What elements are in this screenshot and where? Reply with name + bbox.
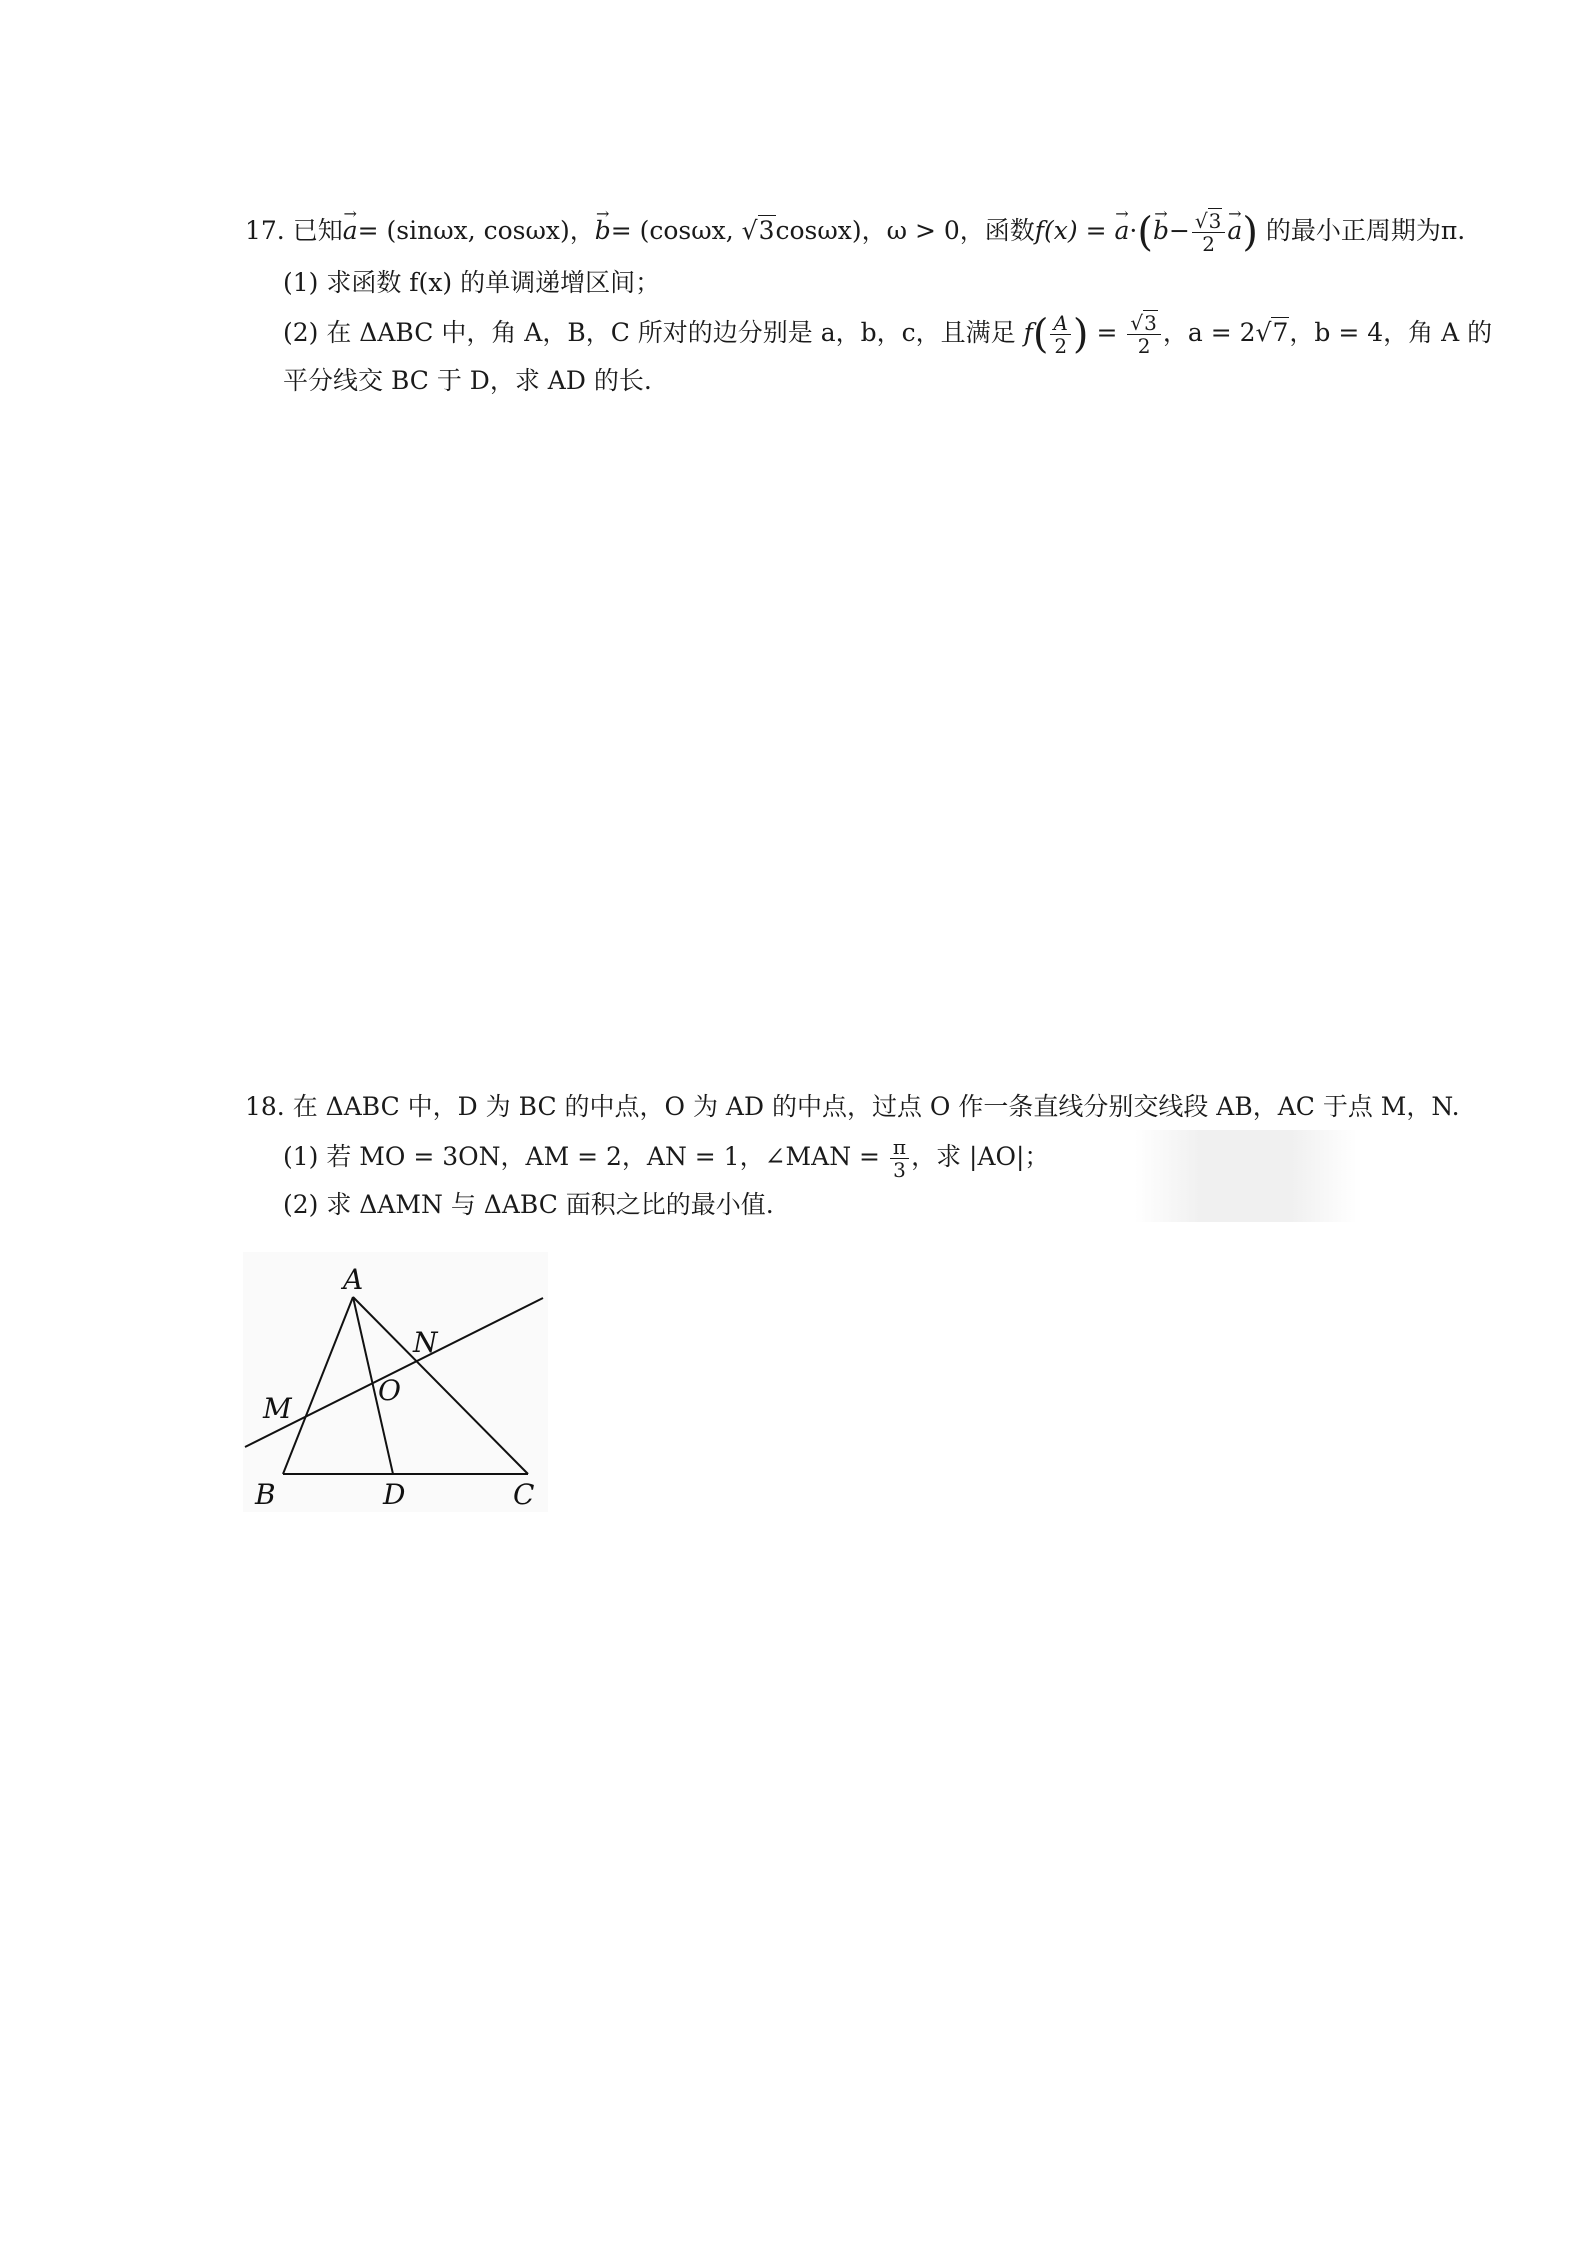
q17-part1: (1) 求函数 f(x) 的单调递增区间； xyxy=(283,268,661,297)
equals-sign-2: = xyxy=(1096,318,1118,347)
q18-part2: (2) 求 ΔAMN 与 ΔABC 面积之比的最小值. xyxy=(283,1190,774,1219)
q17-intro: 已知 xyxy=(292,216,343,245)
q17-tail: 的最小正周期为π. xyxy=(1265,216,1466,245)
equals-sign: = xyxy=(1085,216,1107,245)
q18-stem: 18. 在 ΔABC 中，D 为 BC 的中点，O 为 AD 的中点，过点 O 作一条直线分别交线段 AB，AC 于点 M，N. xyxy=(245,1092,1460,1121)
sqrt-7: 7 xyxy=(1272,318,1289,347)
vector-b-def-a: = (cosωx, xyxy=(610,216,742,245)
label-n: N xyxy=(413,1326,438,1359)
q17-number: 17. xyxy=(245,216,285,245)
vector-a: → a xyxy=(343,212,358,250)
fraction-sqrt3-over-2-b: $\frac{√3}{2}$ xyxy=(1127,312,1160,357)
fraction-a-over-2: $\frac{A}{2}$ xyxy=(1050,312,1070,357)
label-d: D xyxy=(383,1478,406,1511)
side-b-value: ，b = 4，角 A 的 xyxy=(1289,318,1493,347)
label-o: O xyxy=(378,1374,401,1407)
q18-part1 xyxy=(283,1136,1049,1181)
vector-b: → b xyxy=(595,212,611,250)
q17-part2-text: (2) 在 ΔABC 中，角 A，B，C 所对的边分别是 a，b，c，且满足 xyxy=(283,318,1016,347)
q17-stem: 17. 已知→ a= (sinωx, cosωx)，→ b= (cosωx, √3cosωx)，ω > 0，函数f(x) = → a·(→ b− $\frac{√3}{2}$ → a) 的最小正周期为π. xyxy=(245,210,1465,255)
vector-b-2: → b xyxy=(1153,212,1169,250)
vector-a-def: = (sinωx, cosωx)， xyxy=(357,216,595,245)
q17-part2: (2) 在 ΔABC 中，角 A，B，C 所对的边分别是 a，b，c，且满足 f( $\frac{A}{2}$ ) = $\frac{√3}{2}$ ，a = 2√7，b = 4，角 A 的 xyxy=(283,311,1493,358)
vector-b-def-b: cosωx)，ω > 0，函数 xyxy=(775,216,1035,245)
function-f-2: f xyxy=(1023,318,1033,347)
function-f: f(x) xyxy=(1034,216,1078,245)
q18-part1-tail: ，求 |AO|； xyxy=(911,1142,1050,1171)
label-m: M xyxy=(263,1392,292,1425)
triangle-diagram xyxy=(243,1252,548,1512)
fraction-sqrt3-over-2: $\frac{√3}{2}$ xyxy=(1192,210,1225,255)
fraction-pi-over-3: $\frac{\pi}{3}$ xyxy=(890,1136,909,1181)
side-a-value: ，a = 2 xyxy=(1162,318,1256,347)
q18-part1-text: (1) 若 MO = 3ON，AM = 2，AN = 1，∠MAN = xyxy=(283,1142,880,1171)
label-b: B xyxy=(255,1478,276,1511)
sqrt-3: 3 xyxy=(758,216,775,245)
label-c: C xyxy=(513,1478,535,1511)
vector-a-3: → a xyxy=(1227,212,1242,250)
label-a: A xyxy=(343,1263,364,1296)
vector-a-2: → a xyxy=(1114,212,1129,250)
scan-smudge xyxy=(1135,1130,1357,1222)
q17-part2-line2: 平分线交 BC 于 D，求 AD 的长. xyxy=(283,366,652,395)
triangle-figure xyxy=(243,1252,548,1516)
